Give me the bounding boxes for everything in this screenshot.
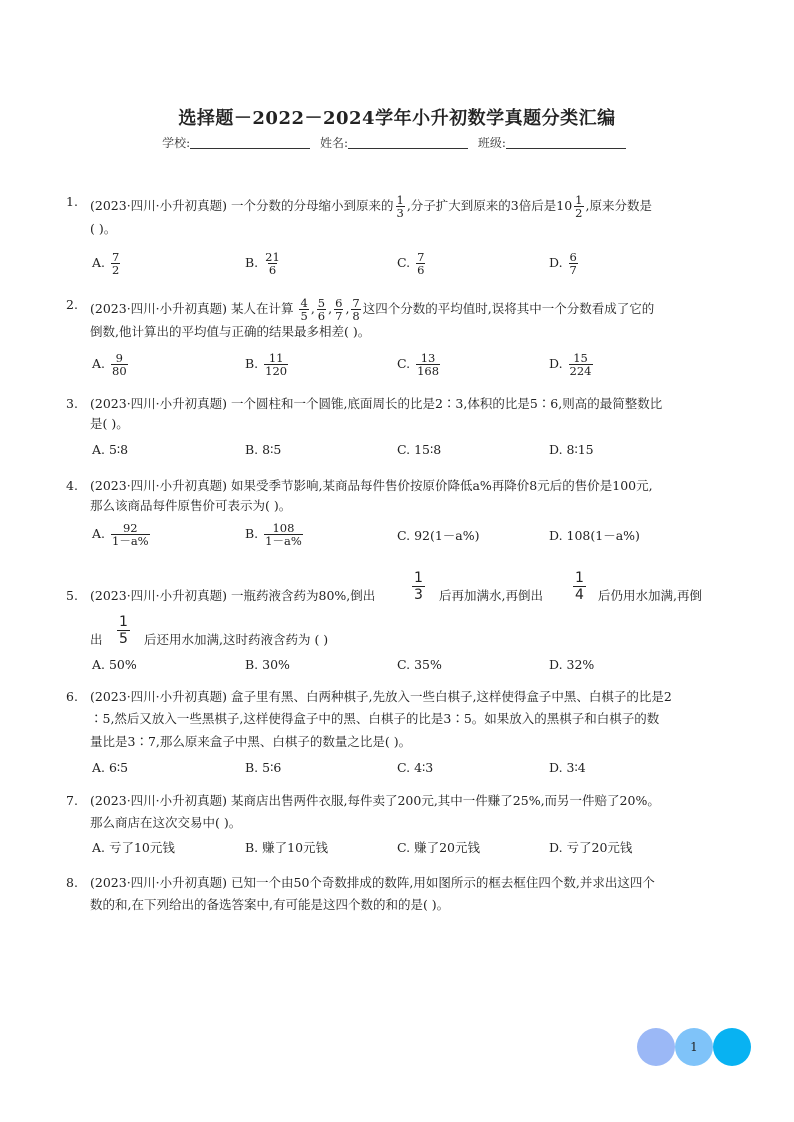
question-text: 后再加满水,再倒出 <box>439 588 543 603</box>
option-a[interactable] <box>92 522 152 547</box>
denominator: 120 <box>265 364 288 378</box>
question-text: ( )。 <box>90 221 117 236</box>
option-label: B. <box>245 526 259 541</box>
option-d[interactable]: D. 8∶15 <box>549 442 594 457</box>
denominator: 3 <box>414 587 423 603</box>
numerator: 11 <box>268 351 284 365</box>
school-label: 学校: <box>162 136 191 150</box>
option-b[interactable]: B. 5∶6 <box>245 760 282 775</box>
question-number: 6. <box>66 689 78 704</box>
option-label: C. <box>397 356 411 371</box>
question-number: 4. <box>66 478 78 493</box>
option-b[interactable] <box>245 352 290 377</box>
question-text: 数的和,在下列给出的备选答案中,有可能是这四个数的和的是( )。 <box>90 897 450 912</box>
fraction <box>351 297 360 322</box>
numerator: 21 <box>265 250 280 264</box>
denominator: 6 <box>317 309 326 323</box>
option-b[interactable] <box>245 251 283 276</box>
text-segment: ,原来分数是 <box>585 198 652 213</box>
option-a[interactable]: A. 50% <box>92 657 137 672</box>
option-c[interactable]: C. 35% <box>397 657 442 672</box>
denominator: 1－a% <box>265 534 302 548</box>
option-d[interactable] <box>549 251 580 276</box>
denominator: 5 <box>300 309 308 323</box>
question-text: (2023·四川·小升初真题) 某商店出售两件衣服,每件卖了200元,其中一件赚了25%,而另一件赔了20%。 <box>90 793 660 808</box>
decor-circle-left <box>637 1028 675 1066</box>
option-b[interactable]: B. 30% <box>245 657 290 672</box>
class-blank[interactable] <box>506 136 626 149</box>
option-b[interactable] <box>245 522 305 547</box>
fraction <box>416 352 440 377</box>
numerator: 1 <box>396 193 404 207</box>
question-number: 2. <box>66 297 78 312</box>
denominator: 8 <box>352 309 360 323</box>
question-text: 量比是3∶7,那么原来盒子中黑、白棋子的数量之比是( )。 <box>90 734 412 749</box>
question-text: 后还用水加满,这时药液含药为 ( ) <box>144 632 329 647</box>
option-b[interactable]: B. 赚了10元钱 <box>245 840 329 855</box>
option-c[interactable]: C. 赚了20元钱 <box>397 840 480 855</box>
denominator: 7 <box>335 309 343 323</box>
fraction <box>416 251 425 276</box>
numerator: 7 <box>352 296 360 310</box>
denominator: 6 <box>417 263 425 277</box>
fraction <box>396 194 405 219</box>
option-c[interactable]: C. 4∶3 <box>397 760 434 775</box>
name-label: 姓名: <box>319 136 349 150</box>
question-text: 倒数,他计算出的平均值与正确的结果最多相差( )。 <box>90 324 371 339</box>
numerator: 6 <box>569 250 577 264</box>
option-label: C. <box>397 255 411 270</box>
question-number: 8. <box>66 875 78 890</box>
numerator: 1 <box>119 614 128 630</box>
denominator: 3 <box>396 206 404 220</box>
option-a[interactable]: A. 亏了10元钱 <box>92 840 175 855</box>
numerator: 1 <box>575 193 583 207</box>
denominator: 224 <box>569 364 592 378</box>
fraction <box>299 297 308 322</box>
option-label: D. <box>549 356 563 371</box>
question-text: (2023·四川·小升初真题) 盒子里有黑、白两种棋子,先放入一些白棋子,这样使得盒子中黑、白棋子的比是2 <box>90 689 672 704</box>
fraction <box>117 614 130 647</box>
option-label: A. <box>92 526 106 541</box>
numerator: 1 <box>414 570 423 586</box>
page-title: 选择题－2022－2024学年小升初数学真题分类汇编 <box>178 108 616 129</box>
numerator: 13 <box>420 351 436 365</box>
fraction <box>569 352 593 377</box>
fraction <box>264 352 288 377</box>
option-d[interactable]: D. 108(1－a%) <box>549 528 640 543</box>
option-label: A. <box>92 255 106 270</box>
numerator: 7 <box>112 250 120 264</box>
denominator: 1－a% <box>112 534 149 548</box>
fraction <box>111 352 128 377</box>
option-label: A. <box>92 356 106 371</box>
question-number: 3. <box>66 396 78 411</box>
numerator: 108 <box>272 521 295 535</box>
denominator: 2 <box>575 206 583 220</box>
denominator: 168 <box>417 364 440 378</box>
text-segment: (2023·四川·小升初真题) 某人在计算 <box>90 301 294 316</box>
question-text: 那么商店在这次交易中( )。 <box>90 815 242 830</box>
text-segment: ,分子扩大到原来的3倍后是10 <box>406 198 573 213</box>
denominator: 2 <box>112 263 120 277</box>
fraction <box>573 570 586 603</box>
text-segment: 这四个分数的平均值时,误将其中一个分数看成了它的 <box>362 301 655 316</box>
fraction <box>111 522 150 547</box>
option-c[interactable] <box>397 352 442 377</box>
option-c[interactable]: C. 92(1－a%) <box>397 528 480 543</box>
question-text: (2023·四川·小升初真题) 已知一个由50个奇数排成的数阵,用如图所示的框去框住四个数,并求出这四个 <box>90 875 655 890</box>
option-d[interactable] <box>549 352 595 377</box>
decor-circle-right <box>713 1028 751 1066</box>
page-number: 1 <box>675 1028 713 1066</box>
question-text: 后仍用水加满,再倒 <box>598 588 702 603</box>
numerator: 7 <box>417 250 425 264</box>
question-text: (2023·四川·小升初真题) 一个圆柱和一个圆锥,底面周长的比是2∶3,体积的比是5∶6,则高的最简整数比 <box>90 396 663 411</box>
option-a[interactable]: A. 5∶8 <box>92 442 129 457</box>
fraction <box>111 251 120 276</box>
denominator: 80 <box>112 364 127 378</box>
option-d[interactable]: D. 3∶4 <box>549 760 586 775</box>
denominator: 5 <box>119 631 128 647</box>
option-b[interactable]: B. 8∶5 <box>245 442 282 457</box>
question-text: 出 <box>90 632 103 647</box>
numerator: 6 <box>335 296 343 310</box>
denominator: 7 <box>569 263 577 277</box>
question-text: 是( )。 <box>90 416 129 431</box>
fraction <box>264 522 303 547</box>
class-label: 班级: <box>477 136 506 150</box>
option-a[interactable]: A. 6∶5 <box>92 760 129 775</box>
option-label: B. <box>245 255 259 270</box>
option-d[interactable]: D. 32% <box>549 657 595 672</box>
question-text <box>90 194 652 219</box>
fraction <box>569 251 578 276</box>
option-d[interactable]: D. 亏了20元钱 <box>549 840 633 855</box>
option-a[interactable] <box>92 352 130 377</box>
student-info-line <box>0 134 794 151</box>
question-text: 那么该商品每件原售价可表示为( )。 <box>90 498 292 513</box>
numerator: 1 <box>575 570 584 586</box>
school-blank[interactable] <box>190 136 310 149</box>
fraction <box>264 251 281 276</box>
numerator: 4 <box>300 296 308 310</box>
question-number: 5. <box>66 588 78 603</box>
option-label: D. <box>549 255 563 270</box>
numerator: 92 <box>122 521 138 535</box>
option-label: B. <box>245 356 259 371</box>
numerator: 5 <box>317 296 326 310</box>
text-segment: (2023·四川·小升初真题) 一个分数的分母缩小到原来的 <box>90 198 394 213</box>
fraction <box>574 194 583 219</box>
question-number: 1. <box>66 194 78 209</box>
denominator: 6 <box>268 263 277 277</box>
denominator: 4 <box>575 587 584 603</box>
name-blank[interactable] <box>348 136 468 149</box>
fraction <box>334 297 343 322</box>
option-c[interactable] <box>397 251 427 276</box>
fraction <box>317 297 326 322</box>
option-c[interactable]: C. 15∶8 <box>397 442 442 457</box>
fraction <box>412 570 425 603</box>
option-a[interactable] <box>92 251 122 276</box>
numerator: 15 <box>573 351 588 365</box>
question-text: (2023·四川·小升初真题) 一瓶药液含药为80%,倒出 <box>90 588 376 603</box>
numerator: 9 <box>115 351 123 365</box>
question-text: ∶5,然后又放入一些黑棋子,这样使得盒子中的黑、白棋子的比是3∶5。如果放入的黑棋子和白棋子的数 <box>90 711 660 726</box>
question-number: 7. <box>66 793 78 808</box>
question-text: (2023·四川·小升初真题) 如果受季节影响,某商品每件售价按原价降低a%再降价8元后的售价是100元, <box>90 478 653 493</box>
question-text: (2023·四川·小升初真题) 某人在计算 $\frac{4}{5}$ , $\frac{5}{6}$ , $\frac{6}{7}$ , $\frac{7}{8}$ 这四个分数的平均值时,误将其中一个分数看成了它的 <box>90 296 655 323</box>
